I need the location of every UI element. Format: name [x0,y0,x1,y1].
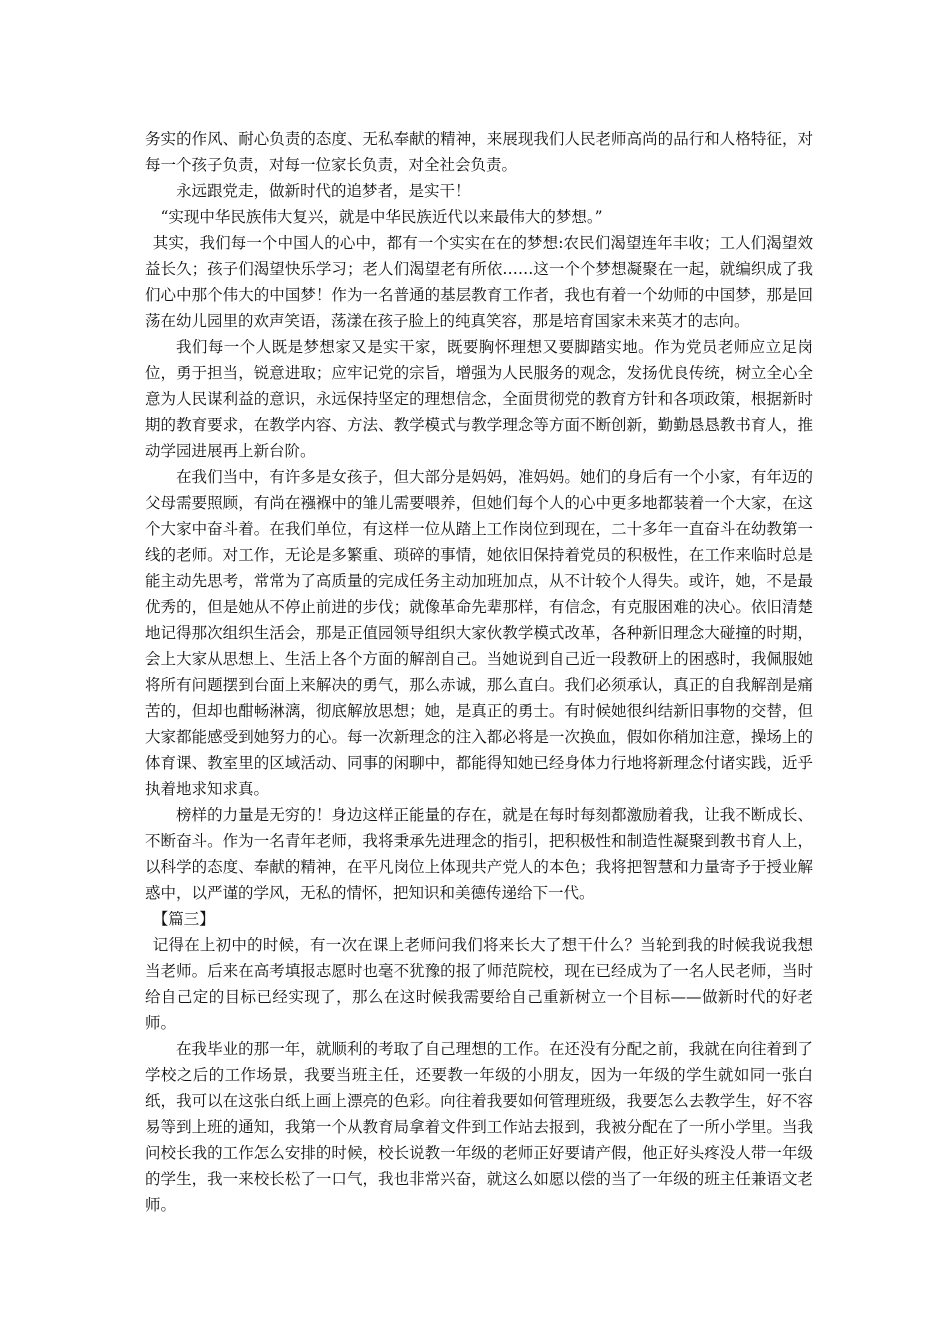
section-heading: 【篇三】 [152,910,215,928]
paragraph-childhood-goal: 记得在上初中的时候，有一次在课上老师问我们将来长大了想干什么？当轮到我的时候我说我想当老师。后来在高考填报志愿时也毫不犹豫的报了师范院校，现在已经成为了一名人民老师，当时给自己定的目标已经实现了，那么在这时候我需要给自己重新树立一个目标——做新时代的好老师。 [145,936,813,1032]
paragraph-slogan: 永远跟党走，做新时代的追梦者，是实干！ [176,182,471,200]
paragraph-power-of-example: 榜样的力量是无穷的！身边这样正能量的存在，就是在每时每刻都激励着我，让我不断成长、不断奋斗。作为一名青年老师，我将秉承先进理念的指引，把积极性和制造性凝聚到教书育人上，以科学的态度、奉献的精神，在平凡岗位上体现共产党人的本色；我将把智慧和力量寄予于授业解惑中，以严谨的学风，无私的情怀，把知识和美德传递给下一代。 [145,806,813,902]
paragraph-first-job: 在我毕业的那一年，就顺利的考取了自己理想的工作。在还没有分配之前，我就在向往着到了学校之后的工作场景，我要当班主任，还要教一年级的小朋友，因为一年级的学生就如同一张白纸，我可以在这张白纸上画上漂亮的色彩。向往着我要如何管理班级，我要怎么去教学生，好不容易等到上班的通知，我第一个从教育局拿着文件到工作站去报到，我被分配在了一所小学里。当我问校长我的工作怎么安排的时候，校长说教一年级的老师正好要请产假，他正好头疼没人带一年级的学生，我一来校长松了一口气，我也非常兴奋，就这么如愿以偿的当了一年级的班主任兼语文老师。 [145,1040,813,1214]
paragraph-quote: “实现中华民族伟大复兴，就是中华民族近代以来最伟大的梦想。” [160,208,603,226]
paragraph-continuation: 务实的作风、耐心负责的态度、无私奉献的精神，来展现我们人民老师高尚的品行和人格特征，对每一个孩子负责，对每一位家长负责，对全社会负责。 [145,130,813,174]
document-body [145,126,813,1218]
paragraph-dreamers: 我们每一个人既是梦想家又是实干家，既要胸怀理想又要脚踏实地。作为党员老师应立足岗位，勇于担当，锐意进取；应牢记党的宗旨，增强为人民服务的观念，发扬优良传统，树立全心全意为人民谋利益的意识，永远保持坚定的理想信念，全面贯彻党的教育方针和各项政策，根据新时期的教育要求，在教学内容、方法、教学模式与教学理念等方面不断创新，勤勤恳恳教书育人，推动学园进展再上新台阶。 [145,338,813,460]
paragraph-chinese-dream: 其实，我们每一个中国人的心中，都有一个实实在在的梦想:农民们渴望连年丰收；工人们渴望效益长久；孩子们渴望快乐学习；老人们渴望老有所依……这一个个梦想凝聚在一起，就编织成了我们心中那个伟大的中国梦！作为一名普通的基层教育工作者，我也有着一个幼师的中国梦，那是回荡在幼儿园里的欢声笑语，荡漾在孩子脸上的纯真笑容，那是培育国家未来英才的志向。 [145,234,813,330]
paragraph-role-model: 在我们当中，有许多是女孩子，但大部分是妈妈，准妈妈。她们的身后有一个小家，有年迈的父母需要照顾，有尚在襁褓中的雏儿需要喂养，但她们每个人的心中更多地都装着一个大家，在这个大家中奋斗着。在我们单位，有这样一位从踏上工作岗位到现在，二十多年一直奋斗在幼教第一线的老师。对工作，无论是多繁重、琐碎的事情，她依旧保持着党员的积极性，在工作来临时总是能主动先思考，常常为了高质量的完成任务主动加班加点，从不计较个人得失。或许，她，不是最优秀的，但是她从不停止前进的步伐；就像革命先辈那样，有信念，有克服困难的决心。依旧清楚地记得那次组织生活会，那是正值园领导组织大家伙教学模式改革，各种新旧理念大碰撞的时期，会上大家从思想上、生活上各个方面的解剖自己。当她说到自己近一段教研上的困惑时，我佩服她将所有问题摆到台面上来解决的勇气，那么赤诚，那么直白。我们必须承认，真正的自我解剖是痛苦的，但却也酣畅淋漓，彻底解放思想；她，是真正的勇士。有时候她很纠结新旧事物的交替，但大家都能感受到她努力的心。每一次新理念的注入都必将是一次换血，假如你稍加注意，操场上的体育课、教室里的区域活动、同事的闲聊中，都能得知她已经身体力行地将新理念付诸实践，近乎执着地求知求真。 [145,468,813,798]
